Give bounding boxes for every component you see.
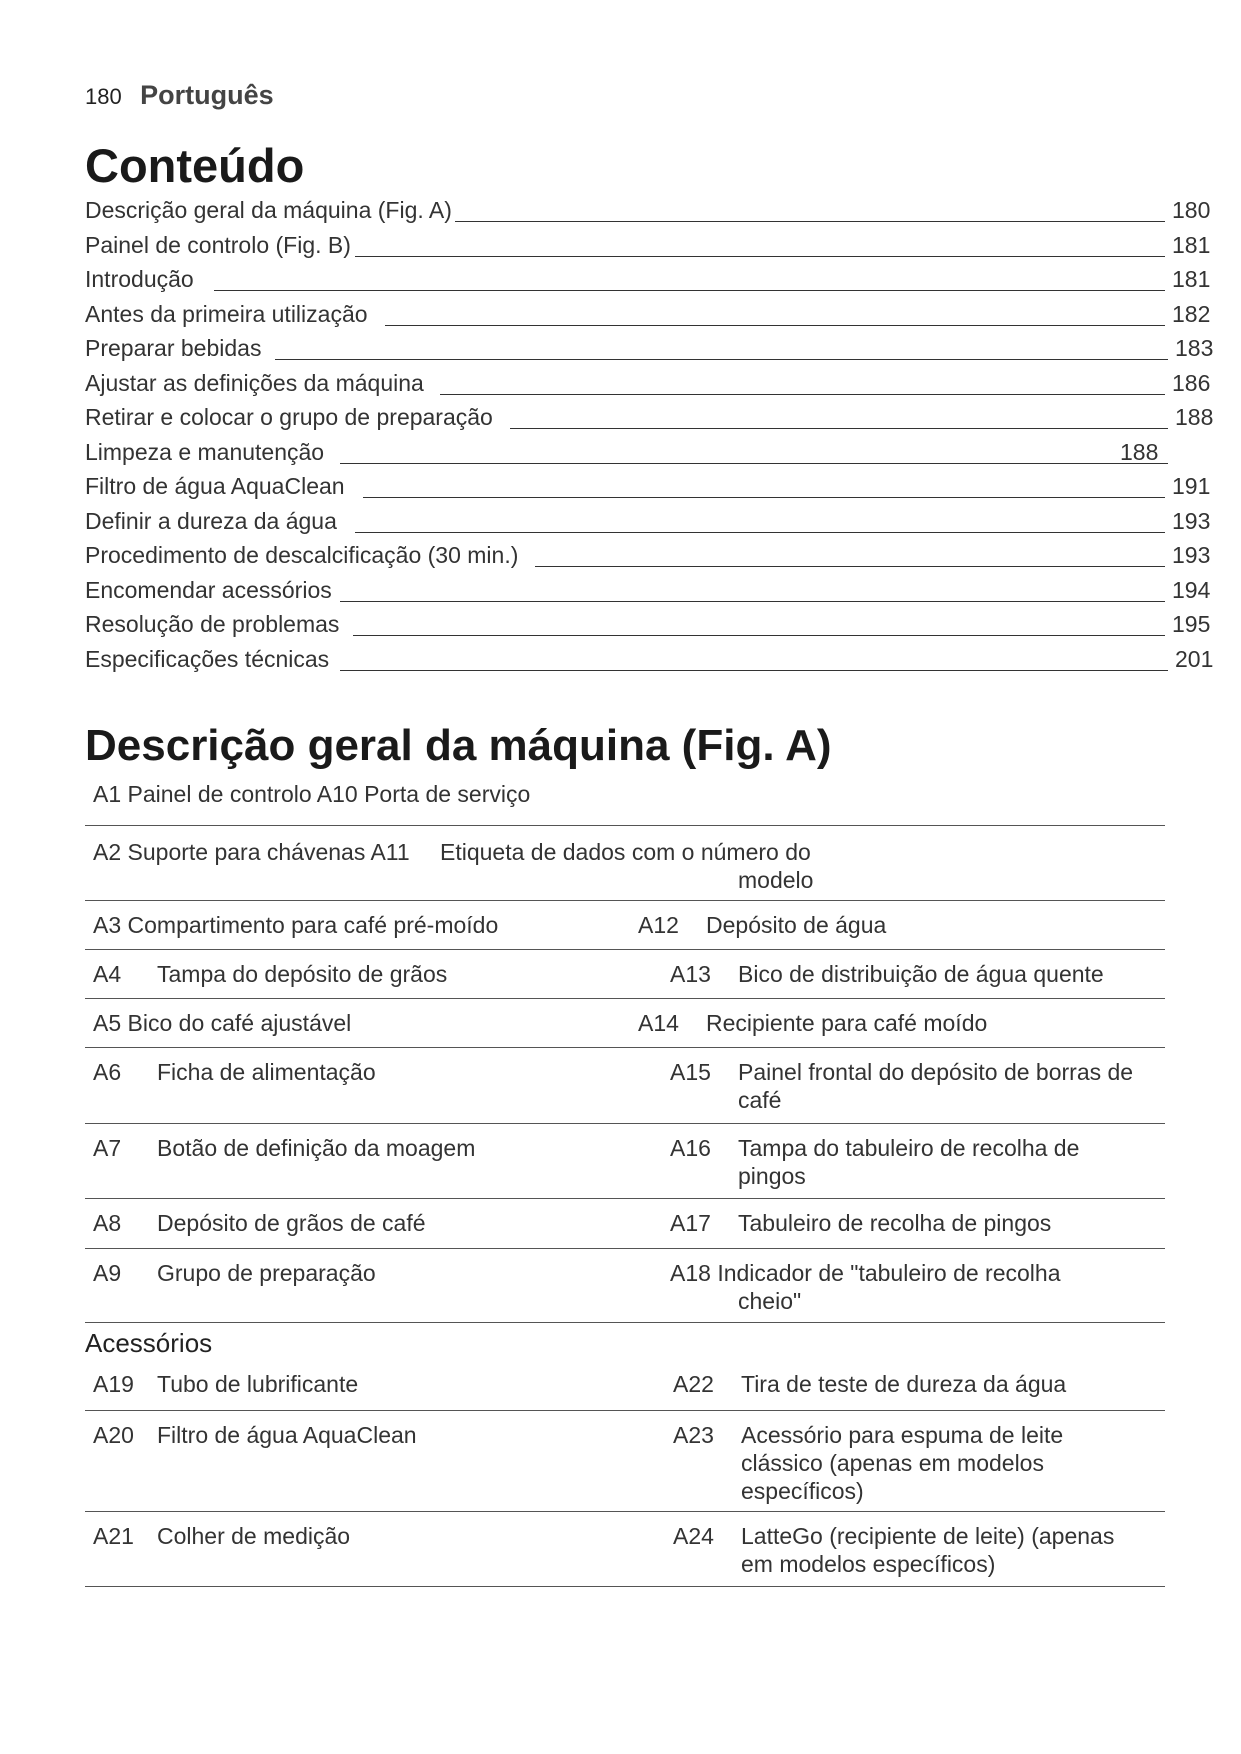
toc-entry-label: Especificações técnicas [85,642,329,676]
part-code: A13 [670,961,711,987]
table-row [85,950,1165,999]
accessory-text: Tira de teste de dureza da água [741,1371,1067,1397]
toc-entry-page: 188 [1120,438,1159,465]
toc-entry-page: 191 [1172,473,1211,499]
part-text: Etiqueta de dados com o número do [440,839,811,865]
table-row [85,1512,1165,1587]
toc-entry-label: Encomendar acessórios [85,573,332,607]
toc-leader [535,566,1165,567]
toc-entry-label: Preparar bebidas [85,331,261,365]
page-header [85,80,274,116]
table-row [85,1249,1165,1323]
toc-entry-page: 181 [1172,266,1211,292]
toc-entry[interactable] [85,331,1214,366]
part-text: Tampa do depósito de grãos [157,961,448,987]
toc-leader [355,256,1165,257]
toc-entry-page: 182 [1172,300,1211,327]
toc-entry[interactable] [85,469,1211,504]
part-text: Botão de definição da moagem [157,1135,476,1161]
part-code: A4 [93,961,122,987]
toc-entry-page: 183 [1175,335,1214,361]
toc-entry[interactable] [85,573,1211,608]
accessory-code: A22 [673,1371,714,1397]
toc-entry-label: Ajustar as definições da máquina [85,366,424,400]
part-entry: A2 Suporte para chávenas A11 [93,839,410,865]
toc-entry-label: Painel de controlo (Fig. B) [85,228,351,262]
part-text: Recipiente para café moído [706,1010,988,1036]
toc-leader [353,635,1165,636]
part-entry: A18 Indicador de "tabuleiro de recolha [670,1260,1061,1286]
table-row [85,1199,1165,1249]
toc-leader [385,325,1165,326]
toc-entry-label: Filtro de água AquaClean [85,469,345,503]
toc-entry-page: 201 [1175,645,1214,672]
accessory-code: A21 [93,1523,134,1549]
toc-leader [275,359,1168,360]
part-text: Grupo de preparação [157,1260,376,1286]
toc-entry-label: Descrição geral da máquina (Fig. A) [85,193,452,227]
toc-entry[interactable] [85,642,1214,677]
part-text: Bico de distribuição de água quente [738,961,1104,987]
toc-entry[interactable] [85,366,1211,401]
accessory-code: A23 [673,1422,714,1448]
accessory-text: Colher de medição [157,1523,351,1549]
table-row [85,1124,1165,1199]
accessory-text: LatteGo (recipiente de leite) (apenas em modelos específicos) [741,1523,1115,1577]
toc-leader [340,670,1168,671]
toc-entry[interactable] [85,228,1211,263]
toc-entry-page: 193 [1172,507,1211,534]
accessory-code: A19 [93,1371,134,1397]
toc-entry-label: Retirar e colocar o grupo de preparação [85,400,493,434]
toc-entry-label: Resolução de problemas [85,607,339,641]
part-code: A15 [670,1059,711,1085]
toc-entry-page: 194 [1172,576,1211,603]
toc-entry[interactable] [85,297,1211,332]
accessory-text: Filtro de água AquaClean [157,1422,417,1448]
language-label: Português [140,80,274,110]
toc-entry-page: 188 [1175,404,1214,430]
toc-entry-page: 195 [1172,611,1211,637]
table-of-contents [85,193,1214,676]
toc-leader [340,463,1168,464]
toc-leader [355,532,1165,533]
parts-overview-table [85,778,1165,1323]
part-code: A6 [93,1059,122,1085]
part-text: Depósito de grãos de café [157,1210,426,1236]
toc-leader [510,428,1168,429]
toc-leader [440,394,1165,395]
toc-entry[interactable] [85,538,1211,573]
toc-leader [455,221,1165,222]
part-code: A8 [93,1210,122,1236]
toc-entry-label: Definir a dureza da água [85,504,337,538]
table-row [85,901,1165,950]
accessory-code: A20 [93,1422,134,1448]
toc-entry[interactable] [85,262,1211,297]
toc-entry[interactable] [85,435,1175,470]
part-text: Ficha de alimentação [157,1059,376,1085]
toc-entry-label: Procedimento de descalcificação (30 min.) [85,538,518,572]
overview-title: Descrição geral da máquina (Fig. A) [85,721,832,770]
toc-entry[interactable] [85,193,1211,228]
page-number: 180 [85,84,122,109]
toc-leader [340,601,1165,602]
table-row [85,1048,1165,1124]
table-row [85,826,1165,901]
toc-entry-label: Limpeza e manutenção [85,435,324,469]
part-code: A12 [638,912,679,938]
accessories-title: Acessórios [85,1328,213,1358]
accessory-text: Tubo de lubrificante [157,1371,359,1397]
part-entry: A5 Bico do café ajustável [93,1010,352,1036]
part-text: Tampa do tabuleiro de recolha de pingos [738,1135,1080,1189]
contents-title: Conteúdo [85,139,305,192]
part-text: Tabuleiro de recolha de pingos [738,1210,1052,1236]
toc-entry[interactable] [85,400,1214,435]
part-code: A7 [93,1135,122,1161]
part-text-continued: modelo [738,867,814,893]
accessories-table [85,1366,1165,1587]
part-text: Depósito de água [706,912,887,938]
part-entry: A3 Compartimento para café pré-moído [93,912,499,938]
toc-entry-page: 180 [1172,197,1211,223]
part-code: A16 [670,1135,711,1161]
toc-entry-label: Introdução [85,262,194,296]
part-text-continued: cheio" [738,1288,802,1314]
toc-entry-page: 193 [1172,542,1211,568]
toc-entry-page: 181 [1172,231,1211,258]
toc-entry[interactable] [85,504,1211,539]
accessory-text: Acessório para espuma de leite clássico (apenas em modelos específicos) [741,1422,1064,1504]
table-row [85,778,1165,826]
toc-leader [363,497,1165,498]
table-row [85,999,1165,1048]
table-row [85,1411,1165,1512]
part-text: Painel frontal do depósito de borras de café [738,1059,1134,1113]
part-code: A14 [638,1010,679,1036]
table-row [85,1366,1165,1411]
accessory-code: A24 [673,1523,714,1549]
part-entry: A1 Painel de controlo A10 Porta de serviço [93,781,531,807]
toc-leader [214,290,1165,291]
toc-entry[interactable] [85,607,1211,642]
part-code: A17 [670,1210,711,1236]
toc-entry-label: Antes da primeira utilização [85,297,368,331]
part-code: A9 [93,1260,122,1286]
toc-entry-page: 186 [1172,369,1211,396]
